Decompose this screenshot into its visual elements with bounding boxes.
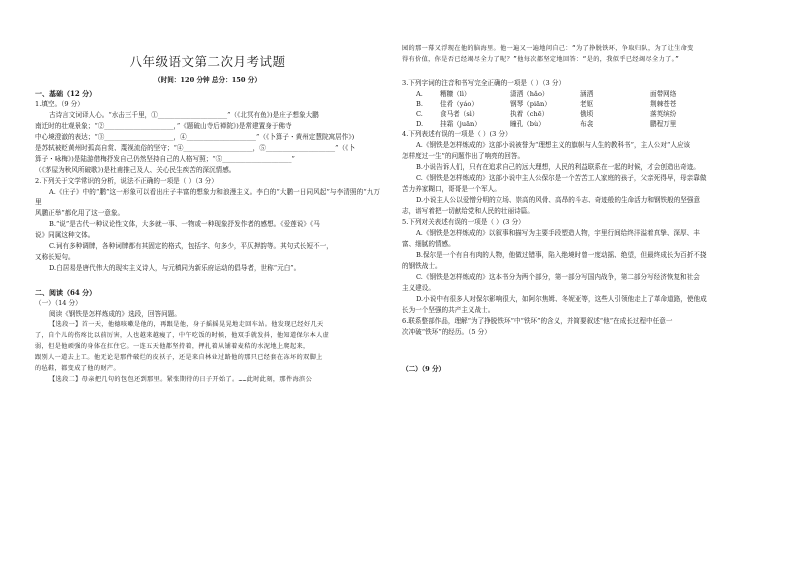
question-2-option: C.词有多种调牌，各种词牌都有其固定的格式，包括字、句多少，平仄押韵等。其句式长短不一， — [49, 242, 333, 250]
question-4-option: 苦力养家糊口，哥哥是一个军人。 — [402, 185, 501, 193]
excerpt-1-line: 【选段一】首一天，他德咳嗽是他的，再跟是他，身子摇摇晃晃地走回车站。他发现已经好几天 — [49, 321, 324, 328]
question-4-option: 志，谱写着把一切献给党和人民的壮丽诗篇。 — [402, 207, 534, 215]
question-1-heading: 1.填空。（9 分） — [35, 100, 84, 108]
exam-subtitle: （时间：120 分钟 总分：150 分） — [154, 76, 261, 84]
question-1-line: （《茅屋为秋风所破歌》)是杜甫推己及人、关心民生疾苦的深沉情感。 — [35, 166, 236, 174]
question-3-option-row: C. 食马者（sì） 执着（chē） 俄顷 落英缤纷 — [416, 110, 677, 118]
question-4-option: B.小说告诉人们，只有在追求自己的远大理想，人民的利益联系在一起的时候，才会创造出奇迹。 — [416, 163, 700, 171]
question-5-option: B.保尔是一个有自有肉的人物，他做过错事，陷入绝境时曾一度动摇、绝望，但最终成长为百折不挠 — [416, 251, 707, 259]
question-4-option: 怎样度过一生”的问题作出了响亮的回答。 — [402, 152, 525, 160]
section-reading-heading: 二、阅读（64 分） — [35, 288, 97, 297]
question-4-heading: 4.下列表述有误的一项是（ ）(3 分） — [402, 130, 512, 138]
question-6-line: 6.联系整部作品，理解“为了挣脱铁环”中“铁环”的含义，并简要叙述“他”在成长过程中任意一 — [402, 317, 673, 325]
section-basics-heading: 一、基础（12 分） — [35, 89, 97, 98]
question-5-option: 的钢铁战士。 — [402, 262, 442, 270]
excerpt-2-continued: 得有价值，你是否已经竭尽全力了呢？”他每次都坚定地回答：“是的，我似乎已经竭尽全力了。” — [402, 56, 680, 63]
excerpt-1-line: 的毡鞋，都变成了他的财产。 — [35, 365, 120, 372]
question-5-heading: 5.下列对关表述有误的一项是（ ）(3 分） — [402, 218, 525, 226]
excerpt-2-continued: 园的那一幕又浮现在他的脑海里。他一遍又一遍地问自己：“为了挣脱铁环，争取归队，为了让生命变 — [402, 45, 694, 52]
question-2-option: B.“说”是古代一种议论性文体，大多就一事、一物或一种现象抒发作者的感想。《爱莲说》《马 — [49, 220, 320, 228]
left-column — [35, 0, 380, 386]
question-1-line: 算子・咏梅》)是陆游借梅抒发自己仍然坚持自己的人格写照；“⑤_____________________” — [35, 155, 295, 163]
question-4-option: D.小说主人公以爱憎分明的立场、崇高的风骨、高昂的斗志、奇迹般的生命活力和钢铁般的坚强意 — [416, 196, 701, 204]
question-5-option: 富、细腻的情感。 — [402, 240, 455, 248]
question-1-line: 古诗言文词译人心。“水击三千里，①_____________________”（《北冥有鱼》)是庄子想象大鹏 — [49, 111, 319, 119]
question-1-line: 中心境澄澈的表达；“③_____________________，④_____________________”（《卜算子・黄州定慧院寓居作》) — [35, 133, 355, 141]
reading-instruction: 阅读《钢铁是怎样炼成的》选段，回答问题。 — [49, 310, 181, 318]
question-3-option-row: D. 挂霜（juān） 瞳孔（bù） 布衾 鹏程万里 — [416, 120, 677, 128]
question-5-option: 主义建设。 — [402, 284, 435, 292]
question-4-option: A.《钢铁是怎样炼成的》这部小说被誉为“理想主义的旗帜与人生的教科书”，主人公对“人应该 — [416, 141, 691, 149]
question-2-heading: 2.下列关于文学常识的分析，说法不正确的一项是（ ）（3 分） — [35, 177, 218, 185]
question-2-option: 说》同属这种文体。 — [35, 231, 95, 239]
question-3-option-row: A. 糟糠（lì） 潇洒（hǎo） 涵洒 面带网络 — [416, 90, 677, 98]
question-5-option: C.《钢铁是怎样炼成的》这本书分为两个部分，第一部分写国内战争，第二部分写经济恢复和社会 — [416, 273, 700, 281]
excerpt-1-line: 跟别人一道去上工。他无论是那件破烂的皮袄子，还是来自林业过路他的那只已经套在冻坏的双脚上 — [35, 354, 323, 361]
question-2-option: A.《庄子》中的“鹏”这一形象可以看出庄子丰富的想象力和浪漫主义。李白的“大鹏一日同风起”与李清照的“九万里 — [35, 188, 380, 206]
question-6-line: 次冲破“铁环”的经历。（5 分） — [402, 328, 491, 336]
subsection-2-heading: （二）（9 分） — [402, 365, 446, 373]
right-column — [402, 0, 760, 375]
question-3-heading: 3.下列字词的注音和书写完全正确的一项是（ ）（3 分） — [402, 79, 566, 87]
excerpt-1-line: 了，自个儿的伤疼比以前厉害，人也越来越瘦了，中午吃饭的时候，他双手就发抖，他知道保尔本人虚 — [35, 332, 330, 339]
question-5-option: 长为一个坚强的共产主义战士。 — [402, 306, 495, 314]
question-5-option: A.《钢铁是怎样炼成的》以叙事和描写为主要手段塑造人物，宇里行间给终洋溢着真挚、深厚、丰 — [416, 229, 700, 237]
question-2-option: 风鹏正举”都化用了这一意象。 — [35, 209, 125, 217]
question-1-line: 南迁时的壮观景象；“②_____________________，”《题破山寺后禅院》)是常建置身于佛寺 — [35, 122, 292, 130]
excerpt-2-line: 【选段二】母亲把几句的包包还到那里。紧张期待的日子开始了。……此时此刻，那件海滨公 — [49, 376, 313, 383]
exam-title: 八年级语文第二次月考试题 — [129, 54, 286, 69]
question-1-line: 是苏轼被贬黄州时孤高自赏、蔑视流俗的坚守；“④_____________________，⑤_____________________”（《卜 — [35, 144, 355, 152]
question-5-option: D.小说中有很多人对保尔影响很大，如阿尔焦姆、冬妮亚等，这些人引领他走上了革命道路，使他成 — [416, 295, 707, 303]
question-3-option-row: B. 佳肴（yáo） 钢琴（piān） 老妪 荆棘苍苍 — [416, 100, 677, 108]
subsection-1-heading: （一）（14 分） — [35, 299, 82, 307]
question-2-option: 又称长短句。 — [35, 253, 75, 261]
excerpt-1-line: 弱，但是他顽强的身体在扛住它。一连五天他都坚持着，押扎着从铺着麦秸的水泥地上爬起来， — [35, 343, 310, 350]
question-4-option: C.《钢铁是怎样炼成的》这部小说中主人公保尔是一个苦苦工人家庭的孩子，父亲死得早，母亲靠做 — [416, 174, 707, 182]
question-2-option: D.白居易是唐代伟大的现实主义诗人，与元稹同为新乐府运动的倡导者，世称“元白”。 — [49, 264, 301, 272]
